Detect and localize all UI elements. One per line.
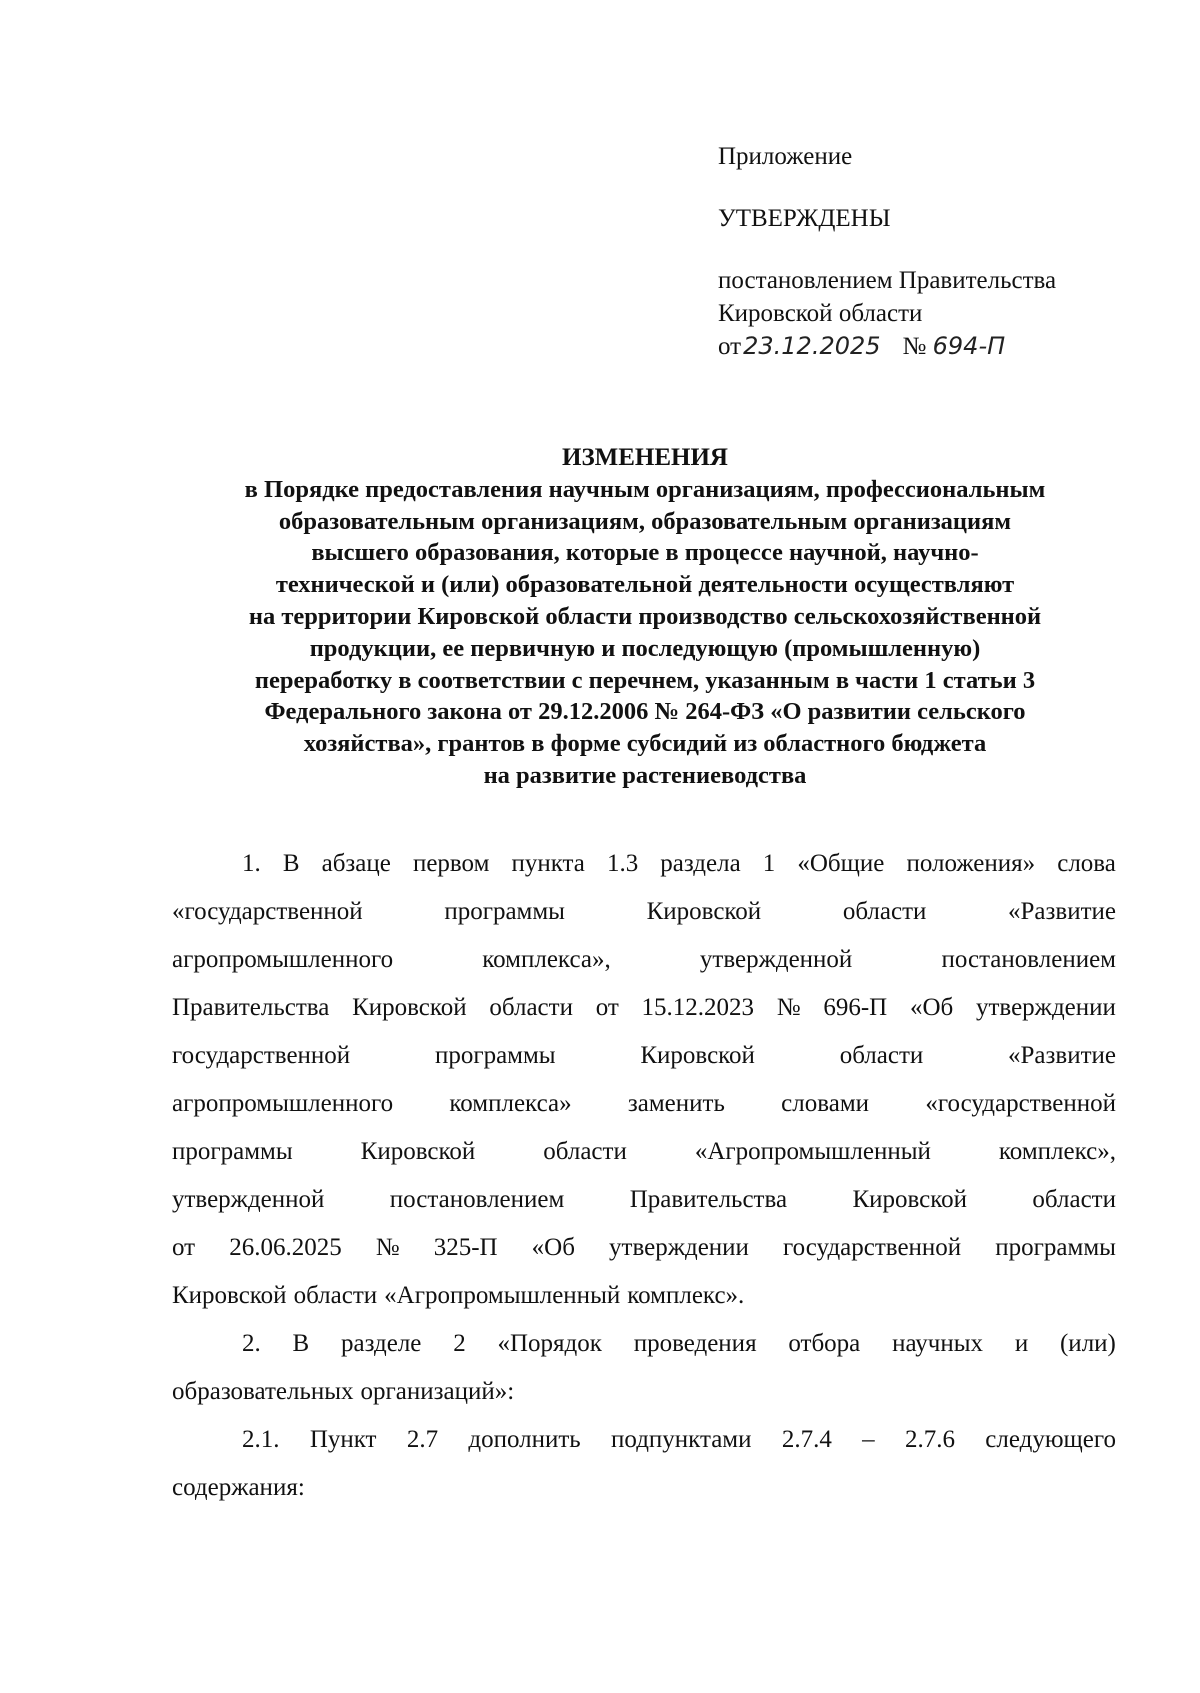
- body-word: области: [293, 1282, 378, 1309]
- approval-line-1: постановлением Правительства: [718, 267, 1057, 294]
- body-word: постановлением: [389, 1186, 565, 1213]
- body-word: Правительства: [629, 1186, 788, 1213]
- body-word: комплекс».: [627, 1282, 745, 1309]
- body-word: 325-П: [433, 1234, 498, 1261]
- body-word: пункта: [511, 850, 585, 877]
- body-word: государственной: [783, 1234, 962, 1261]
- body-word: «Общие: [797, 850, 885, 877]
- body-word: 2.7: [406, 1426, 439, 1453]
- body-word: раздела: [660, 850, 741, 877]
- body-line: [172, 1128, 1116, 1176]
- body-line: [172, 936, 1116, 984]
- body-word: 696-П: [823, 994, 888, 1021]
- body-word: области: [1032, 1186, 1116, 1213]
- body-word: «государственной: [172, 898, 363, 925]
- body-word: №: [375, 1234, 400, 1261]
- document-body: [172, 840, 1116, 1512]
- body-word: образовательных: [172, 1378, 354, 1405]
- body-word: №: [776, 994, 801, 1021]
- title-line: продукции, ее первичную и последующую (промышленную): [309, 634, 981, 662]
- title-line: на развитие растениеводства: [483, 761, 807, 789]
- body-word: постановлением: [941, 946, 1116, 973]
- body-word: Кировской: [852, 1186, 968, 1213]
- body-word: подпунктами: [611, 1426, 752, 1453]
- body-word: отбора: [788, 1330, 861, 1357]
- title-line: на территории Кировской области производство сельскохозяйственной: [248, 602, 1042, 630]
- body-word: Правительства: [172, 994, 330, 1021]
- number-prefix: №: [902, 333, 927, 360]
- body-word: 2.7.6: [904, 1426, 955, 1453]
- body-word: от: [172, 1234, 196, 1261]
- body-word: В: [292, 1330, 310, 1357]
- body-word: «Агропромышленный: [384, 1282, 621, 1309]
- title-heading: ИЗМЕНЕНИЯ: [562, 444, 728, 471]
- body-word: «Развитие: [1008, 898, 1116, 925]
- body-word: 15.12.2023: [641, 994, 755, 1021]
- body-word: (или): [1059, 1330, 1116, 1357]
- body-word: В: [282, 850, 300, 877]
- body-line: [172, 840, 1116, 888]
- body-word: утверждении: [609, 1234, 749, 1261]
- body-line: [172, 984, 1116, 1032]
- body-line: [172, 888, 1116, 936]
- body-word: агропромышленного: [172, 1090, 394, 1117]
- approval-line-2: Кировской области: [718, 300, 923, 327]
- body-line: [172, 1080, 1116, 1128]
- body-line: [172, 1176, 1116, 1224]
- body-word: «Об: [531, 1234, 575, 1261]
- body-word: 1.: [242, 850, 261, 877]
- document-title: [170, 442, 1120, 792]
- handwritten-number: 694-П: [932, 332, 1006, 360]
- body-word: заменить: [627, 1090, 725, 1117]
- body-word: программы: [434, 1042, 556, 1069]
- body-word: организаций»:: [360, 1378, 515, 1405]
- body-word: «Порядок: [497, 1330, 602, 1357]
- appendix-label: Приложение: [718, 143, 853, 170]
- body-word: 26.06.2025: [229, 1234, 342, 1261]
- body-word: комплекс»,: [998, 1138, 1116, 1165]
- body-word: комплекса»: [449, 1090, 572, 1117]
- body-line: [172, 1368, 1116, 1416]
- body-word: «Агропромышленный: [694, 1138, 931, 1165]
- body-word: и: [1014, 1330, 1029, 1357]
- body-word: «государственной: [925, 1090, 1116, 1117]
- body-word: 2.1.: [242, 1426, 280, 1453]
- body-word: слова: [1057, 850, 1116, 877]
- body-word: программы: [995, 1234, 1116, 1261]
- body-word: абзаце: [321, 850, 391, 877]
- body-word: области: [839, 1042, 924, 1069]
- body-word: –: [862, 1426, 875, 1453]
- body-word: Кировской: [352, 994, 467, 1021]
- body-word: утвержденной: [699, 946, 853, 973]
- body-word: Кировской: [360, 1138, 476, 1165]
- body-word: 2.7.4: [781, 1426, 832, 1453]
- body-word: области: [543, 1138, 627, 1165]
- title-line: переработку в соответствии с перечнем, указанным в части 1 статьи 3: [254, 666, 1036, 694]
- body-word: 2.: [242, 1330, 261, 1357]
- body-word: разделе: [341, 1330, 422, 1357]
- body-line: [172, 1224, 1116, 1272]
- body-word: Кировской: [640, 1042, 755, 1069]
- body-word: словами: [781, 1090, 870, 1117]
- body-word: агропромышленного: [172, 946, 394, 973]
- body-word: Кировской: [172, 1282, 287, 1309]
- body-word: программы: [444, 898, 565, 925]
- body-word: государственной: [172, 1042, 351, 1069]
- approval-block: [718, 140, 1158, 363]
- body-word: Пункт: [309, 1426, 377, 1453]
- body-word: 2: [453, 1330, 466, 1357]
- title-line: в Порядке предоставления научным организациям, профессиональным: [244, 475, 1046, 503]
- body-word: от: [595, 994, 619, 1021]
- body-word: содержания:: [172, 1474, 305, 1501]
- body-word: комплекса»,: [482, 946, 611, 973]
- body-word: дополнить: [468, 1426, 581, 1453]
- body-word: 1: [762, 850, 776, 877]
- body-word: «Развитие: [1008, 1042, 1116, 1069]
- body-line: [172, 1464, 1116, 1512]
- body-word: области: [842, 898, 927, 925]
- title-line: высшего образования, которые в процессе научной, научно-: [311, 539, 979, 567]
- handwritten-date: 23.12.2025: [743, 332, 881, 360]
- title-line: технической и (или) образовательной деятельности осуществляют: [275, 571, 1015, 599]
- body-word: программы: [172, 1138, 293, 1165]
- title-line: образовательным организациям, образовательным организациям: [278, 507, 1012, 535]
- body-word: первом: [412, 850, 490, 877]
- body-word: научных: [892, 1330, 984, 1357]
- approval-date-line: [718, 330, 1158, 363]
- body-line: [172, 1416, 1116, 1464]
- body-word: 1.3: [606, 850, 639, 877]
- body-line: [172, 1032, 1116, 1080]
- body-word: положения»: [906, 850, 1036, 877]
- title-line: хозяйства», грантов в форме субсидий из областного бюджета: [303, 730, 987, 758]
- body-word: утверждении: [976, 994, 1116, 1021]
- approved-label: УТВЕРЖДЕНЫ: [718, 205, 891, 232]
- body-word: утвержденной: [172, 1186, 325, 1213]
- body-word: «Об: [909, 994, 954, 1021]
- body-word: Кировской: [646, 898, 762, 925]
- title-line: Федерального закона от 29.12.2006 № 264-ФЗ «О развитии сельского: [264, 698, 1026, 726]
- date-prefix: от: [718, 333, 742, 360]
- body-line: [172, 1320, 1116, 1368]
- body-line: [172, 1272, 1116, 1320]
- body-word: проведения: [633, 1330, 757, 1357]
- body-word: следующего: [985, 1426, 1116, 1453]
- body-word: области: [489, 994, 573, 1021]
